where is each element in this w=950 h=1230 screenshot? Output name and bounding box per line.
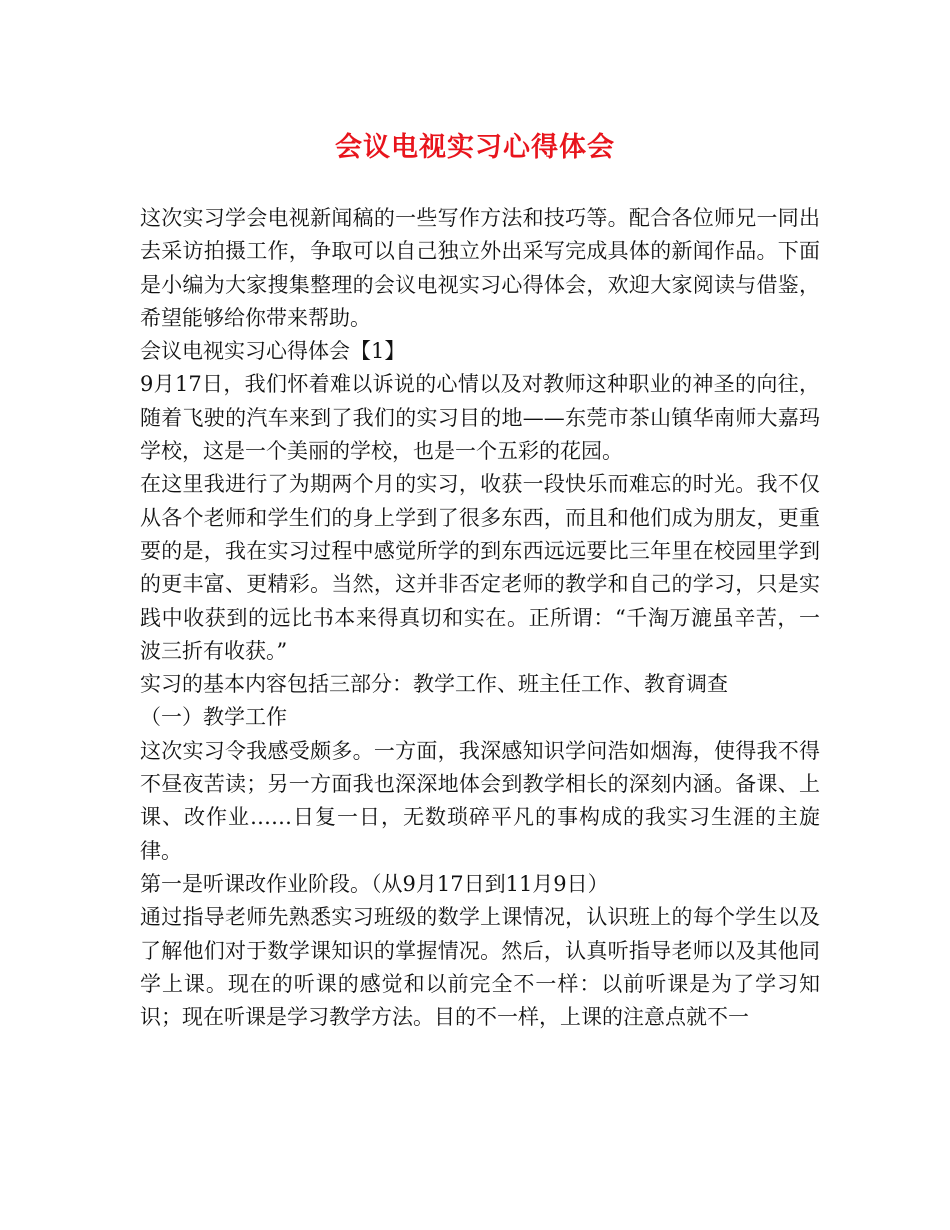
paragraph-arrival: 9月17日，我们怀着难以诉说的心情以及对教师这种职业的神圣的向往，随着飞驶的汽车来到了我们的实习目的地——东莞市茶山镇华南师大嘉玛学校，这是一个美丽的学校，也是一个五彩的花园。 bbox=[140, 372, 820, 464]
paragraph-observation: 通过指导老师先熟悉实习班级的数学上课情况，认识班上的每个学生以及了解他们对于数学课知识的掌握情况。然后，认真听指导老师以及其他同学上课。现在的听课的感觉和以前完全不一样：以前听课是为了学习知识；现在听课是学习教学方法。目的不一样，上课的注意点就不一 bbox=[140, 905, 820, 1030]
paragraph-feelings: 这次实习令我感受颇多。一方面，我深感知识学问浩如烟海，使得我不得不昼夜苦读；另一方面我也深深地体会到教学相长的深刻内涵。备课、上课、改作业……日复一日，无数琐碎平凡的事构成的我实习生涯的主旋律。 bbox=[140, 738, 820, 863]
paragraph-contents: 实习的基本内容包括三部分：教学工作、班主任工作、教育调查 bbox=[140, 672, 728, 697]
subheading-teaching: （一）教学工作 bbox=[140, 705, 287, 730]
paragraph-stage-one: 第一是听课改作业阶段。（从9月17日到11月9日） bbox=[140, 871, 609, 896]
document-body bbox=[140, 202, 820, 1034]
section-heading-1: 会议电视实习心得体会【1】 bbox=[140, 339, 406, 364]
paragraph-intro: 这次实习学会电视新闻稿的一些写作方法和技巧等。配合各位师兄一同出去采访拍摄工作，争取可以自己独立外出采写完成具体的新闻作品。下面是小编为大家搜集整理的会议电视实习心得体会，欢迎大家阅读与借鉴，希望能够给你带来帮助。 bbox=[140, 206, 820, 330]
document-title: 会议电视实习心得体会 bbox=[335, 132, 615, 163]
paragraph-internship: 在这里我进行了为期两个月的实习，收获一段快乐而难忘的时光。我不仅从各个老师和学生们的身上学到了很多东西，而且和他们成为朋友，更重要的是，我在实习过程中感觉所学的到东西远远要比三年里在校园里学到的更丰富、更精彩。当然，这并非否定老师的教学和自己的学习，只是实践中收获到的远比书本来得真切和实在。正所谓：“千淘万漉虽辛苦，一波三折有收获。” bbox=[140, 472, 820, 663]
